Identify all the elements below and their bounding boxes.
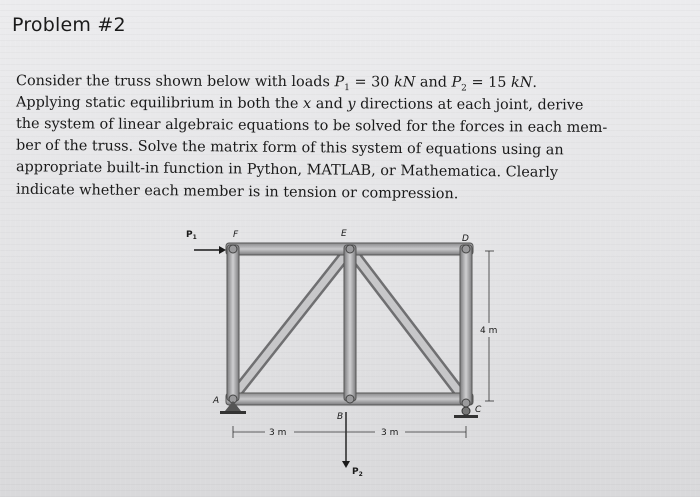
text-span: = 30 [349, 74, 395, 91]
joint-b [346, 395, 354, 403]
load-arrow-p1 [194, 246, 226, 254]
text-span: and [415, 74, 452, 91]
label-e: E [341, 229, 347, 239]
label-b: B [337, 412, 344, 422]
unit-kn: kN [511, 74, 533, 91]
p2-symbol: P [451, 74, 462, 91]
joint-e [346, 245, 354, 253]
x-symbol: x [303, 96, 312, 113]
label-p2: $P_2$ [352, 467, 363, 478]
paragraph-line-4: ber of the truss. Solve the matrix form of this system of equations using an [15, 137, 564, 159]
p2-subscript: 2 [461, 83, 467, 94]
text-span: Applying static equilibrium in both the [15, 94, 304, 113]
member-vertical-cd [460, 245, 472, 405]
dimension-height-label: 4 m [480, 326, 498, 336]
dimension-left-label: 3 m [269, 428, 287, 438]
label-a: A [213, 396, 220, 406]
label-f: F [233, 230, 239, 240]
p1-subscript: 1 [344, 83, 350, 94]
paragraph-line-6: indicate whether each member is in tension or compression. [15, 181, 459, 203]
text-span: = 15 [466, 74, 512, 91]
paragraph-line-3: the system of linear algebraic equations to be solved for the forces in each mem- [15, 115, 608, 137]
unit-kn: kN [393, 74, 416, 91]
y-symbol: y [347, 96, 356, 113]
member-diagonal-ae [233, 249, 350, 397]
problem-title: Problem #2 [12, 14, 126, 36]
label-d: D [462, 234, 469, 244]
label-c: C [475, 405, 482, 415]
text-span: . [532, 74, 537, 91]
member-diagonal-ec [350, 249, 466, 401]
p1-symbol: P [334, 74, 345, 91]
member-vertical-be [344, 245, 356, 401]
load-arrow-p2 [342, 412, 350, 468]
paragraph-line-5: appropriate built-in function in Python, MATLAB, or Mathematica. Clearly [15, 159, 559, 181]
text-span: and [311, 96, 348, 113]
text-span: directions at each joint, derive [355, 96, 584, 114]
joint-f [229, 245, 237, 253]
text-span: Consider the truss shown below with loads [15, 73, 335, 91]
dimension-line-bottom [233, 426, 466, 438]
label-p1: $P_1$ [186, 230, 197, 241]
dimension-right-label: 3 m [381, 428, 399, 438]
member-vertical-af [227, 245, 239, 401]
joint-d [462, 245, 470, 253]
joint-c [462, 399, 470, 407]
